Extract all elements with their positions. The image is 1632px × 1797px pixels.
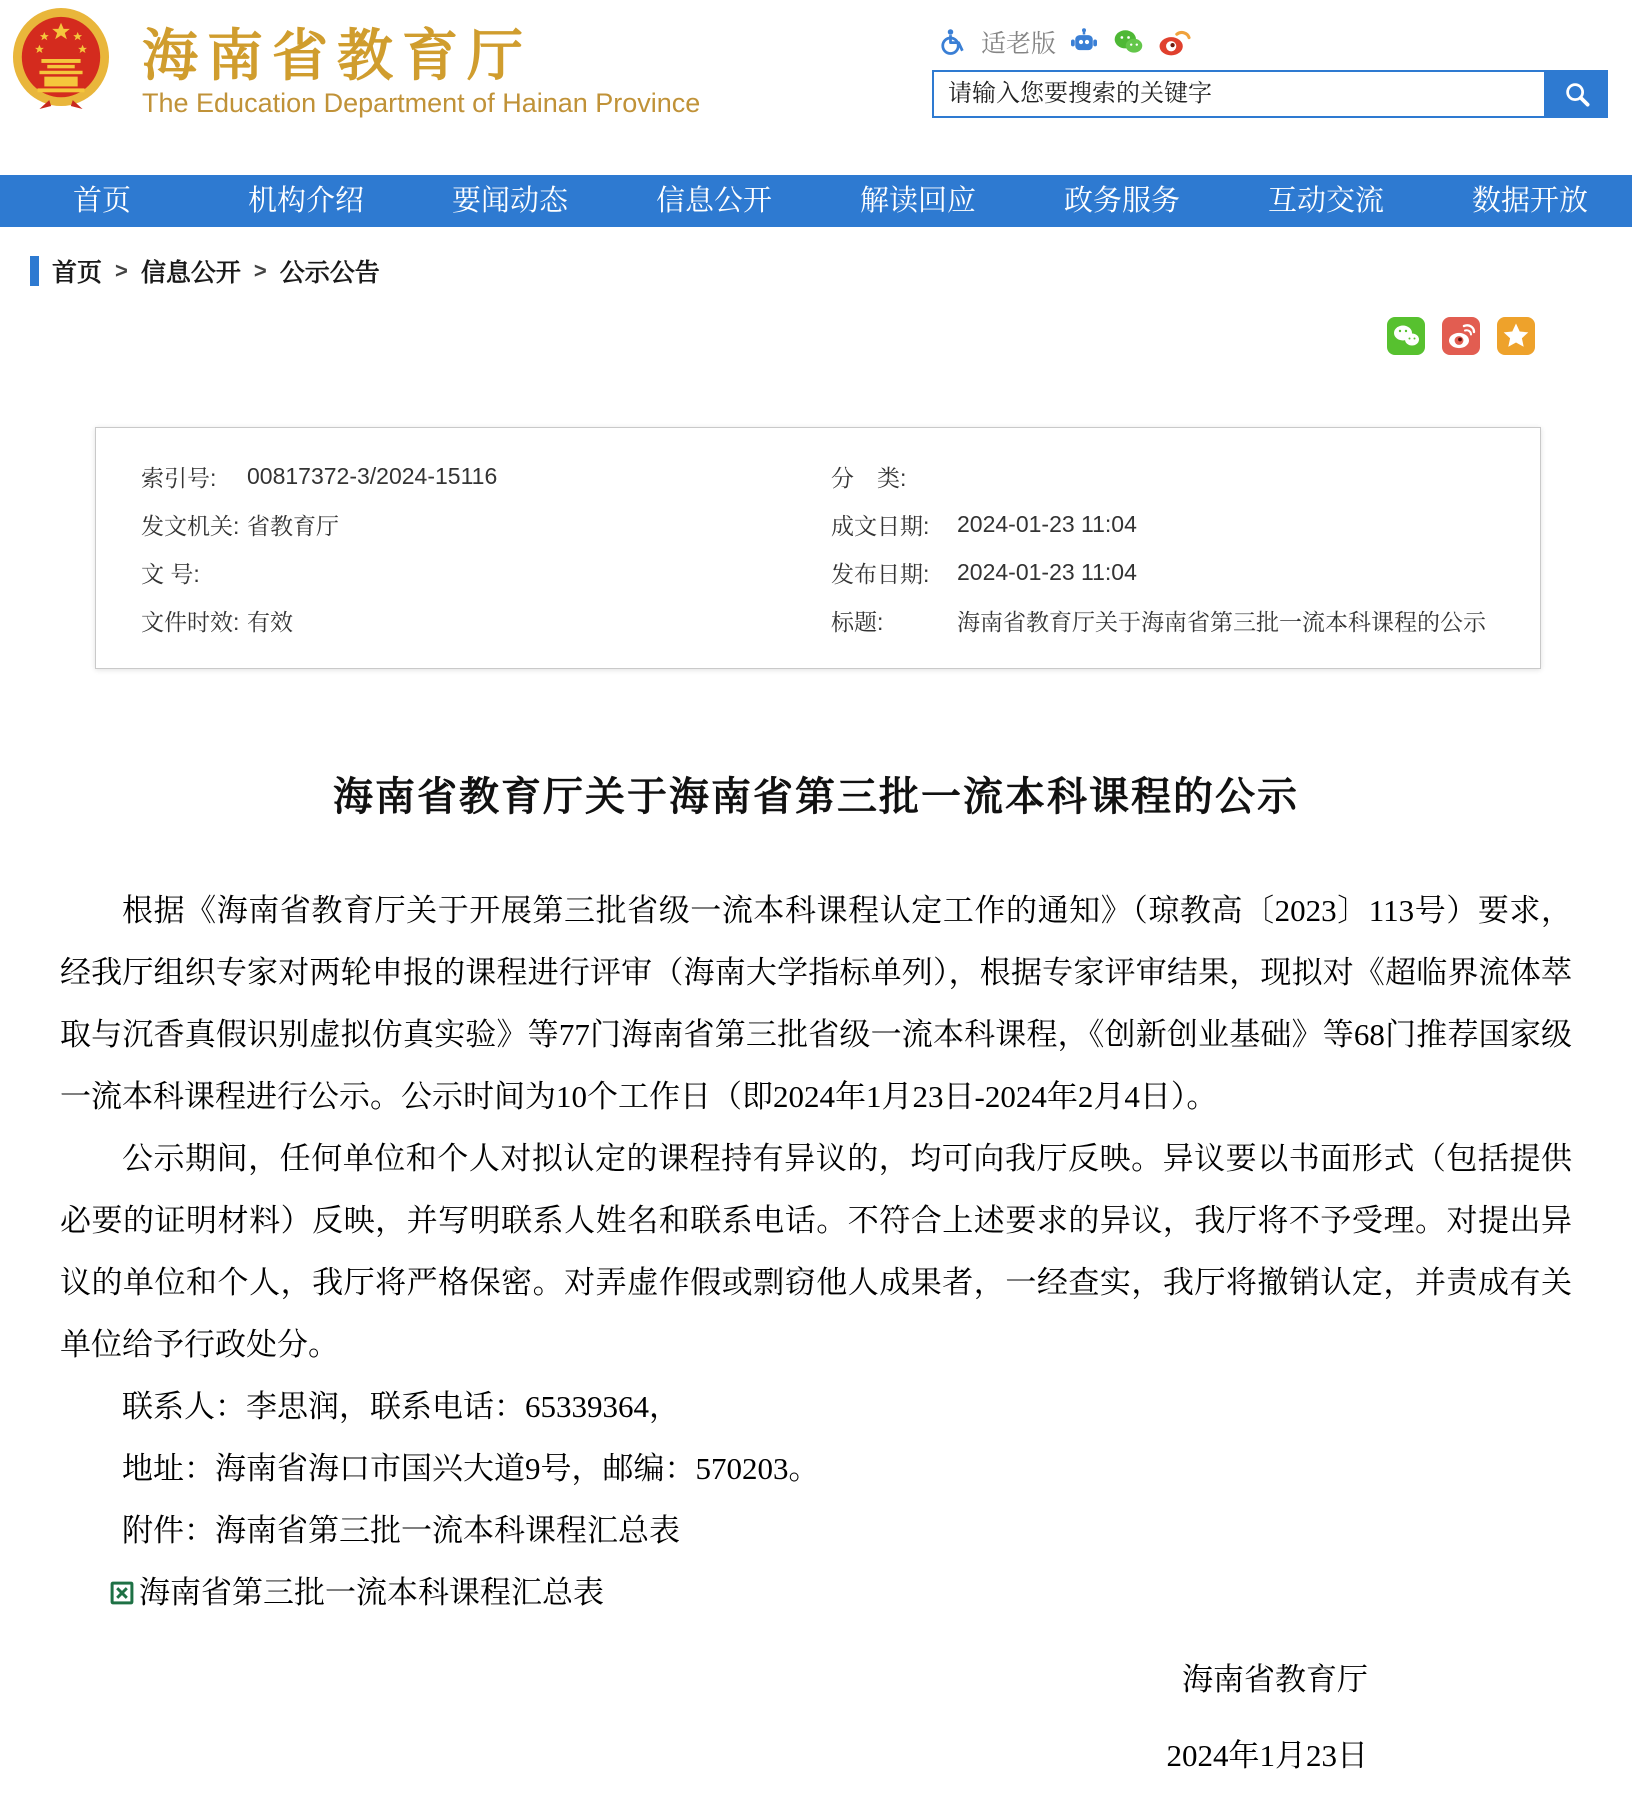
- meta-doc-number-label: 文 号:: [141, 560, 200, 587]
- robot-assistant-icon[interactable]: [1069, 27, 1099, 57]
- search-input[interactable]: [932, 70, 1546, 118]
- meta-validity-label: 文件时效:: [141, 608, 240, 635]
- meta-title-value: 海南省教育厅关于海南省第三批一流本科课程的公示: [957, 608, 1486, 635]
- article-paragraph-1: 根据《海南省教育厅关于开展第三批省级一流本科课程认定工作的通知》（琼教高〔2023〕113号）要求，经我厅组织专家对两轮申报的课程进行评审（海南大学指标单列），根据专家评审结果，现拟对《超临界流体萃取与沉香真假识别虚拟仿真实验》等77门海南省第三批省级一流本科课程，《创新创业基础》等68门推荐国家级一流本科课程进行公示。公示时间为10个工作日（即2024年1月23日-2024年2月4日）。: [60, 893, 1572, 1114]
- breadcrumb-accent-bar: [30, 256, 39, 286]
- meta-index-label: 索引号:: [141, 464, 217, 491]
- meta-written-date-value: 2024-01-23 11:04: [957, 510, 1137, 537]
- meta-category-label: 分 类:: [831, 464, 907, 491]
- excel-file-icon: [110, 1581, 134, 1605]
- signature-organization: 海南省教育厅: [1182, 1662, 1368, 1697]
- elder-mode-link[interactable]: 适老版: [981, 30, 1057, 58]
- article-paragraph-2: 公示期间，任何单位和个人对拟认定的课程持有异议的，均可向我厅反映。异议要以书面形式（包括提供必要的证明材料）反映，并写明联系人姓名和联系电话。不符合上述要求的异议，我厅将不予受理。对提出异议的单位和个人，我厅将严格保密。对弄虚作假或剽窃他人成果者，一经查实，我厅将撤销认定，并责成有关单位给予行政处分。: [60, 1141, 1572, 1362]
- meta-issuer: [96, 508, 831, 541]
- breadcrumb-info-disclosure[interactable]: 信息公开: [140, 259, 241, 287]
- nav-item-open-data[interactable]: 数据开放: [1471, 185, 1588, 217]
- nav-item-home[interactable]: 首页: [72, 185, 131, 217]
- wechat-icon[interactable]: [1112, 26, 1144, 58]
- meta-publish-date-label: 发布日期:: [831, 560, 930, 587]
- national-emblem-logo: [12, 8, 110, 110]
- share-qzone-icon[interactable]: [1497, 317, 1535, 355]
- share-toolbar: [0, 317, 1535, 355]
- meta-doc-number: [96, 556, 831, 589]
- meta-written-date-label: 成文日期:: [831, 512, 930, 539]
- header-toolbar: [938, 24, 1191, 60]
- signature-date: 2024年1月23日: [1166, 1738, 1368, 1773]
- meta-index: [96, 460, 831, 493]
- search-icon: [1562, 79, 1592, 109]
- meta-publish-date-value: 2024-01-23 11:04: [957, 558, 1137, 585]
- address-line: 地址：海南省海口市国兴大道9号，邮编：570203。: [122, 1451, 820, 1486]
- meta-index-value: 00817372-3/2024-15116: [247, 462, 498, 489]
- breadcrumb-home[interactable]: 首页: [52, 259, 103, 287]
- meta-category: [831, 460, 1540, 493]
- weibo-icon[interactable]: [1157, 25, 1191, 59]
- nav-item-news[interactable]: 要闻动态: [451, 185, 568, 217]
- meta-written-date: [831, 508, 1540, 541]
- meta-issuer-value: 省教育厅: [247, 512, 339, 539]
- breadcrumb-separator: >: [115, 258, 128, 283]
- nav-item-interpretation[interactable]: 解读回应: [859, 185, 976, 217]
- meta-row: [96, 452, 1540, 500]
- accessibility-wheelchair-icon[interactable]: [938, 27, 968, 57]
- nav-item-interaction[interactable]: 互动交流: [1267, 185, 1384, 217]
- meta-issuer-label: 发文机关:: [141, 512, 240, 539]
- breadcrumb-current-page: 公示公告: [279, 259, 380, 287]
- search-bar: [932, 70, 1608, 118]
- document-meta-box: [95, 427, 1541, 669]
- breadcrumb: [30, 255, 1632, 287]
- meta-title: [831, 604, 1540, 637]
- meta-publish-date: [831, 556, 1540, 589]
- attachment-link-label: 海南省第三批一流本科课程汇总表: [139, 1575, 604, 1610]
- site-title: 海南省教育厅: [142, 24, 532, 87]
- nav-item-institution-intro[interactable]: 机构介绍: [247, 185, 364, 217]
- site-subtitle: The Education Department of Hainan Province: [142, 88, 701, 118]
- meta-row: [96, 548, 1540, 596]
- contact-person-line: 联系人：李思润，联系电话：65339364，: [122, 1389, 680, 1424]
- share-weibo-icon[interactable]: [1442, 317, 1480, 355]
- article-body: [60, 880, 1572, 1794]
- breadcrumb-separator: >: [253, 258, 267, 283]
- meta-title-label: 标题:: [831, 608, 884, 635]
- meta-row: [96, 596, 1540, 644]
- share-wechat-icon[interactable]: [1387, 317, 1425, 355]
- nav-item-info-disclosure[interactable]: 信息公开: [655, 185, 772, 217]
- main-nav: [0, 175, 1632, 227]
- meta-row: [96, 500, 1540, 548]
- signature-block: [60, 1642, 1572, 1794]
- nav-item-gov-services[interactable]: 政务服务: [1063, 185, 1180, 217]
- meta-validity: [96, 604, 831, 637]
- article-title: 海南省教育厅关于海南省第三批一流本科课程的公示: [333, 775, 1299, 819]
- search-button[interactable]: [1546, 70, 1608, 118]
- attachment-link[interactable]: [110, 1562, 1572, 1624]
- attachment-note-line: 附件：海南省第三批一流本科课程汇总表: [122, 1513, 680, 1548]
- site-header: [0, 0, 1632, 175]
- meta-validity-value: 有效: [247, 608, 293, 635]
